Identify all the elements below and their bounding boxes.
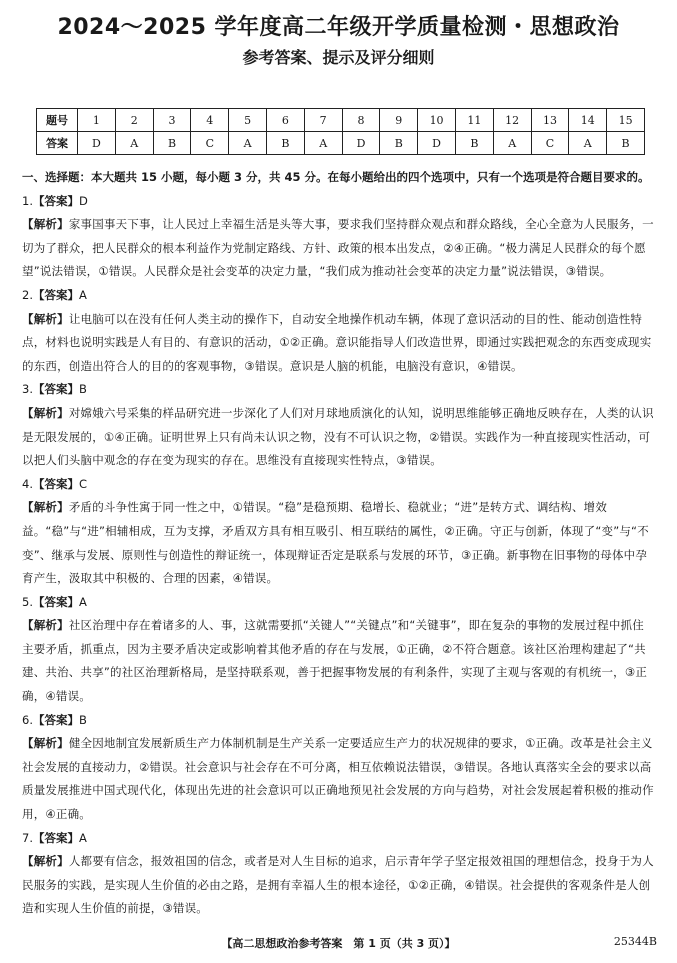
question-answer-line: [22, 284, 654, 308]
page-title: 2024～2025 学年度高二年级开学质量检测・思想政治: [57, 15, 620, 40]
question-block: [22, 473, 654, 591]
question-number: 15: [607, 109, 645, 132]
question-number: 12: [493, 109, 531, 132]
document-code: 25344B: [613, 935, 657, 948]
analysis-tag: 【解析】: [22, 736, 69, 751]
analysis-body: 矛盾的斗争性寓于同一性之中，①错误。“稳”是稳预期、稳增长、稳就业；“进”是转方式、调结构、增效益。“稳”与“进”相辅相成，互为支撑，矛盾双方具有相互吸引、相互联结的属性，②正确。守正与创新，体现了“变”与“不变”、继承与发展、原则性与创造性的辩证统一，体现辩证否定是联系与发展的环节，③正确。新事物在旧事物的母体中孕育产生，汲取其中积极的、合理的因素，④错误。: [22, 500, 649, 586]
answer-cell: B: [153, 132, 191, 155]
answer-value: A: [78, 287, 87, 302]
analysis-text: [22, 496, 654, 590]
answer-label: 答案: [37, 132, 78, 155]
question-block: [22, 190, 654, 284]
analysis-text: [22, 614, 654, 708]
answer-value: B: [78, 712, 87, 727]
answer-cell: A: [229, 132, 267, 155]
answer-cell: B: [607, 132, 645, 155]
question-number: 14: [569, 109, 607, 132]
answer-table: [36, 108, 645, 155]
question-number: 9: [380, 109, 418, 132]
question-number-label: 题号: [37, 109, 78, 132]
analysis-text: [22, 402, 654, 473]
analysis-tag: 【解析】: [22, 500, 69, 515]
analysis-tag: 【解析】: [22, 854, 69, 869]
section-heading: 一、选择题：本大题共 15 小题，每小题 3 分，共 45 分。在每小题给出的四个选项中，只有一个选项是符合题目要求的。: [22, 170, 650, 184]
question-block: [22, 709, 654, 827]
question-number: 7.: [22, 830, 33, 845]
analysis-body: 对嫦娥六号采集的样品研究进一步深化了人们对月球地质演化的认知，说明思维能够正确地反映存在，人类的认识是无限发展的，①④正确。证明世界上只有尚未认识之物，没有不可认识之物，②错误。实践作为一种直接现实性活动，可以把人们头脑中观念的存在变为现实的存在。思维没有直接现实性特点，③错误。: [22, 405, 654, 468]
answer-cell: B: [266, 132, 304, 155]
question-answer-line: [22, 190, 654, 214]
page-footer: 【高二思想政治参考答案 第 1 页（共 3 页）】: [221, 937, 456, 950]
answer-value: C: [78, 476, 88, 491]
answer-tag: 【答案】: [32, 193, 79, 208]
analysis-text: [22, 308, 654, 379]
question-block: [22, 284, 654, 378]
answer-cell: A: [304, 132, 342, 155]
answer-tag: 【答案】: [32, 476, 79, 491]
question-block: [22, 378, 654, 472]
question-number: 6.: [22, 712, 33, 727]
answer-value: A: [78, 594, 87, 609]
analysis-body: 让电脑可以在没有任何人类主动的操作下，自动安全地操作机动车辆，体现了意识活动的目的性、能动创造性特点，材料也说明实践是人有目的、有意识的活动，①②正确。意识能指导人们改造世界，即通过实践把观念的东西变成现实的东西，创造出符合人的目的的客观事物，③错误。意识是人脑的机能，电脑没有意识，④错误。: [22, 311, 652, 373]
question-number: 11: [455, 109, 493, 132]
question-number: 1.: [22, 193, 33, 208]
analysis-text: [22, 850, 654, 921]
answer-cell: D: [418, 132, 456, 155]
answer-cell: B: [455, 132, 493, 155]
answer-cell: D: [78, 132, 116, 155]
analysis-body: 家事国事天下事，让人民过上幸福生活是头等大事，要求我们坚持群众观点和群众路线，全心全意为人民服务，一切为了群众，把人民群众的根本利益作为党制定路线、方针、政策的根本出发点，②④正确。“极力满足人民群众的每个愿望”说法错误，①错误。人民群众是社会变革的决定力量，“我们成为推动社会变革的决定力量”说法错误，③错误。: [22, 217, 654, 279]
answer-table-answer-row: [37, 132, 645, 155]
answer-cell: B: [380, 132, 418, 155]
answer-tag: 【答案】: [32, 830, 79, 845]
analysis-tag: 【解析】: [22, 217, 69, 232]
question-number: 13: [531, 109, 569, 132]
answer-cell: A: [115, 132, 153, 155]
analysis-body: 人都要有信念，报效祖国的信念，或者是对人生目标的追求，启示青年学子坚定报效祖国的理想信念，投身于为人民服务的实践，是实现人生价值的必由之路，是拥有幸福人生的根本途径，①②正确，④错误。社会提供的客观条件是人创造和实现人生价值的前提，③错误。: [22, 854, 654, 916]
answer-value: D: [78, 193, 88, 208]
question-block: [22, 591, 654, 709]
analysis-body: 健全因地制宜发展新质生产力体制机制是生产关系一定要适应生产力的状况规律的要求，①正确。改革是社会主义社会发展的直接动力，②错误。社会意识与社会存在不可分离，相互依赖说法错误，③错误。各地认真落实全会的要求以高质量发展推进中国式现代化，体现出先进的社会意识可以正确地预见社会发展的方向与趋势，对社会发展起着积极的推动作用，④正确。: [22, 736, 654, 822]
answer-explanations: [22, 166, 654, 921]
question-number: 1: [78, 109, 116, 132]
answer-value: A: [78, 830, 87, 845]
question-number: 3.: [22, 382, 33, 397]
question-number: 5: [229, 109, 267, 132]
answer-cell: D: [342, 132, 380, 155]
question-answer-line: [22, 378, 654, 402]
answer-tag: 【答案】: [32, 287, 79, 302]
analysis-tag: 【解析】: [22, 618, 69, 633]
question-number: 2: [115, 109, 153, 132]
question-number: 6: [266, 109, 304, 132]
analysis-tag: 【解析】: [22, 405, 69, 420]
analysis-tag: 【解析】: [22, 311, 69, 326]
answer-tag: 【答案】: [32, 594, 79, 609]
answer-tag: 【答案】: [32, 712, 79, 727]
question-number: 7: [304, 109, 342, 132]
question-number: 2.: [22, 287, 33, 302]
question-number: 4.: [22, 476, 33, 491]
answer-table-number-row: [37, 109, 645, 132]
question-number: 3: [153, 109, 191, 132]
answer-value: B: [78, 382, 87, 397]
answer-cell: C: [191, 132, 229, 155]
analysis-text: [22, 732, 654, 826]
question-answer-line: [22, 709, 654, 733]
question-answer-line: [22, 473, 654, 497]
question-number: 8: [342, 109, 380, 132]
analysis-body: 社区治理中存在着诸多的人、事，这就需要抓“关键人”“关键点”和“关键事”，即在复杂的事物的发展过程中抓住主要矛盾，抓重点，因为主要矛盾决定或影响着其他矛盾的存在与发展，①正确，②不符合题意。该社区治理构建起了“共建、共治、共享”的社区治理新格局，是坚持联系观，善于把握事物发展的有利条件，实现了主观与客观的有机统一，③正确，④错误。: [22, 618, 648, 704]
answer-tag: 【答案】: [32, 382, 79, 397]
answer-cell: A: [569, 132, 607, 155]
question-number: 5.: [22, 594, 33, 609]
question-block: [22, 827, 654, 921]
analysis-text: [22, 213, 654, 284]
page-subtitle: 参考答案、提示及评分细则: [242, 48, 435, 67]
question-number: 4: [191, 109, 229, 132]
question-number: 10: [418, 109, 456, 132]
question-answer-line: [22, 591, 654, 615]
question-answer-line: [22, 827, 654, 851]
answer-cell: A: [493, 132, 531, 155]
answer-cell: C: [531, 132, 569, 155]
